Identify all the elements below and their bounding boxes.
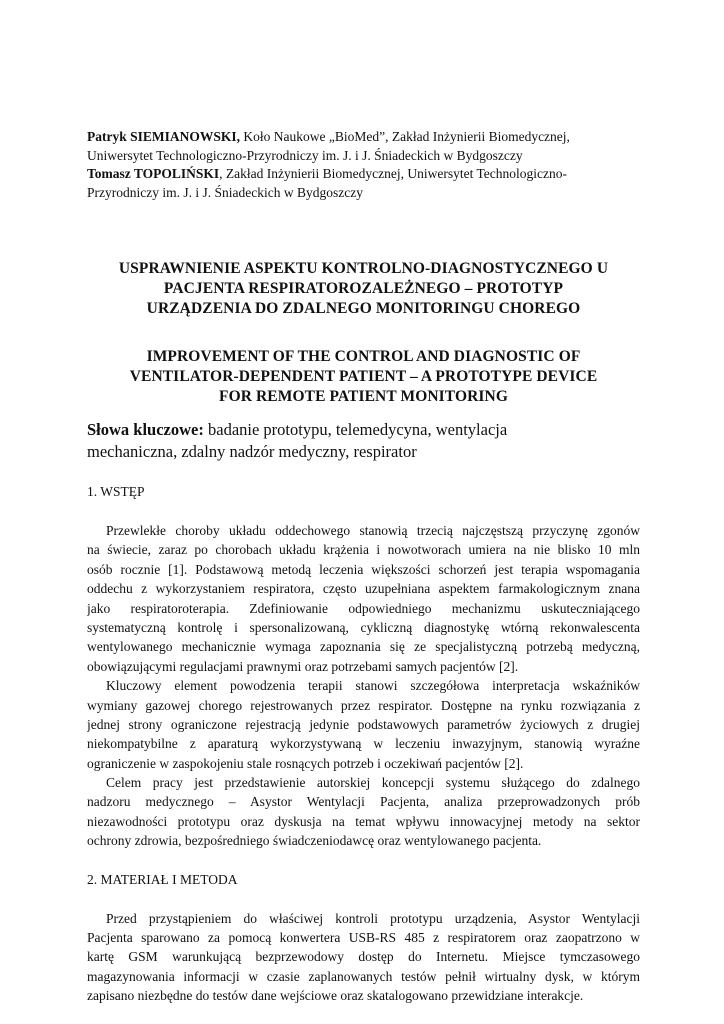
text-line: zapisano niezbędne do testów dane wejściowe oraz skatalogowano przewidziane interakcje. — [87, 988, 584, 1004]
text-line: osób rocznie [1]. Podstawową metodą leczenia większości schorzeń jest terapia wspomagania — [87, 561, 640, 577]
text-line: ochrony zdrowia, bezpośredniego świadczeniodawcę oraz wentylowanego pacjenta. — [87, 833, 542, 849]
section-heading-materials-methods: 2. MATERIAŁ I METODA — [87, 871, 238, 887]
text-line: wymiany gazowej chorego rejestrowanych przez respirator. Dostępne na rynku rozwiązania z — [87, 697, 640, 713]
section-materials-methods-body — [87, 909, 640, 1006]
text-line: niekompatybilne z aparaturą wykorzystywaną w leczeniu inwazyjnym, stanowią wyraźne — [87, 736, 640, 752]
text-line: Przed przystąpieniem do właściwej kontroli prototypu urządzenia, Asystor Wentylacji — [106, 910, 640, 926]
text-line: jednej strony ograniczone rejestracją jedynie podstawowych parametrów życiowych z drugiej — [87, 716, 640, 732]
text-line: Kluczowy element powodzenia terapii stanowi szczegółowa interpretacja wskaźników — [106, 678, 640, 694]
text-line: jako respiratoroterapia. Zdefiniowanie odpowiedniego mechanizmu uskuteczniającego — [87, 600, 640, 616]
text-line: na świecie, zaraz po chorobach układu krążenia i nowotworach umiera na nie blisko 10 mln — [87, 542, 640, 558]
text-line: magazynowania informacji w czasie zaplanowanych testów pełnił wirtualny dysk, w którym — [87, 968, 640, 984]
text-line: oddechu z wykorzystaniem respiratora, często uzupełniana aspektem farmakologicznym znana — [87, 581, 640, 597]
keywords: Słowa kluczowe: badanie prototypu, telemedycyna, wentylacja mechaniczna, zdalny nadzór medyczny, respirator — [87, 420, 508, 461]
author-line: Patryk SIEMIANOWSKI, Koło Naukowe „BioMed”, Zakład Inżynierii Biomedycznej, — [87, 129, 570, 144]
text-line: niezawodności prototypu oraz dyskusja na temat wpływu innowacyjnej metody na sektor — [87, 813, 640, 829]
paper-page — [87, 128, 640, 1006]
keywords-label: Słowa kluczowe: — [87, 420, 204, 439]
text-line: Celem pracy jest przedstawienie autorskiej koncepcji systemu służącego do zdalnego — [106, 775, 640, 791]
author-line: Przyrodniczy im. J. i J. Śniadeckich w Bydgoszczy — [87, 184, 363, 200]
text-line: wentylowanego mechanicznie wymaga zapoznania się ze specjalistyczną potrzebą medyczną, — [87, 639, 640, 655]
title-english: IMPROVEMENT OF THE CONTROL AND DIAGNOSTIC OF VENTILATOR-DEPENDENT PATIENT – A PROTOTYPE DEVICE FOR REMOTE PATIENT MONITORING — [129, 348, 598, 405]
author-line: Tomasz TOPOLIŃSKI, Zakład Inżynierii Biomedycznej, Uniwersytet Technologiczno- — [87, 166, 567, 181]
text-line: ograniczenie w zaspokojeniu stale rosnących potrzeb i oczekiwań pacjentów [2]. — [87, 755, 524, 771]
text-line: systematyczną kontrolę i spersonalizowaną, cykliczną diagnostykę wtórną rekonwalescenta — [87, 619, 640, 635]
author-affiliations — [87, 128, 640, 202]
text-line: Przewlekłe choroby układu oddechowego stanowią trzecią najczęstszą przyczynę zgonów — [106, 523, 640, 538]
section-introduction-body — [87, 521, 640, 851]
section-heading-introduction: 1. WSTĘP — [87, 484, 145, 499]
text-line: obowiązującymi regulacjami prawnymi oraz potrzebami samych pacjentów [2]. — [87, 658, 519, 674]
text-line: Pacjenta sparowano za pomocą konwertera USB-RS 485 z respiratorem oraz zaopatrzono w — [87, 930, 640, 946]
title-polish: USPRAWNIENIE ASPEKTU KONTROLNO-DIAGNOSTYCZNEGO U PACJENTA RESPIRATOROZALEŻNEGO – PROTOTYP URZĄDZENIA DO ZDALNEGO MONITORINGU CHOREGO — [118, 260, 609, 317]
text-line: kartę GSM warunkującą bezprzewodowy dostęp do Internetu. Miejsce tymczasowego — [87, 949, 640, 965]
text-line: nadzoru medycznego – Asystor Wentylacji Pacjenta, analiza przeprowadzonych prób — [87, 794, 640, 810]
author-line: Uniwersytet Technologiczno-Przyrodniczy im. J. i J. Śniadeckich w Bydgoszczy — [87, 147, 523, 163]
